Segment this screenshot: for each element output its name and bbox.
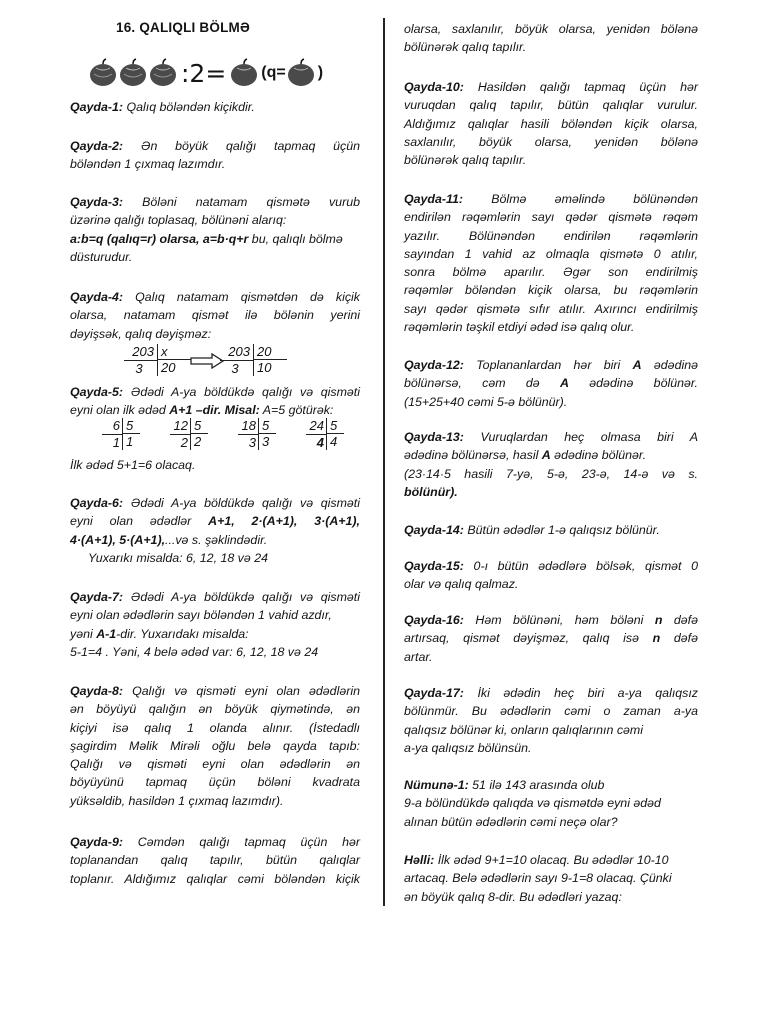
arrow-right-icon xyxy=(190,353,224,369)
rule-label: Qayda-5: xyxy=(70,385,124,399)
rule-text: dəfə xyxy=(660,631,698,646)
rule-text: Böləni natamam qismətə vurub xyxy=(142,195,360,209)
example-label: Misal: xyxy=(224,403,260,418)
division-example xyxy=(170,418,208,450)
formula-text: –dir. xyxy=(192,403,225,418)
dividend: 18 xyxy=(238,418,259,434)
rule-label: Qayda-11: xyxy=(404,192,463,206)
rule-text: yəni xyxy=(70,626,97,641)
quotient: 1 xyxy=(126,434,134,449)
column-divider xyxy=(383,18,385,906)
rule-text: ən böyük qalıq 8-dir. Bu ədədləri yazaq: xyxy=(404,889,622,904)
rule-12 xyxy=(404,356,698,411)
rule-label: Qayda-13: xyxy=(404,430,464,444)
rule-text: Vuruqlardan heç olmasa biri A xyxy=(480,430,698,444)
rule-text: sonra bölmə aparılır. Əgər son endirilmiş xyxy=(404,265,698,280)
formula-text: A xyxy=(560,376,569,391)
rule-1 xyxy=(70,98,360,116)
rule-text: endirilən rəqəmlərin sayı qədər qismətə rəqəm xyxy=(404,210,698,225)
rule-label: Qayda-15: xyxy=(404,559,464,573)
rule-label: Qayda-17: xyxy=(404,686,464,700)
rule-text: 9-a bölündükdə qalıqda və qismətdə eyni ədəd xyxy=(404,796,661,811)
formula-text: 4·(A+1), 5·(A+1), xyxy=(70,532,166,547)
apple-icon xyxy=(286,58,316,88)
close-paren: ) xyxy=(317,64,324,81)
rule-text: saxlanılır, böyük olarsa, yenidən bölənə xyxy=(404,134,698,149)
rule-text: bölünərək qalıq tapılır. xyxy=(404,153,527,168)
rule-8 xyxy=(70,682,360,810)
rule-text: ədədinə bölünərsə, hasil xyxy=(404,448,542,463)
rule-text: Bütün ədədlər 1-ə qalıqsız bölünür. xyxy=(467,523,660,537)
remainder: 3 xyxy=(124,360,158,376)
apple-icon xyxy=(118,58,148,88)
rule-text: olarsa, saxlanılır, böyük olarsa, yenidən bölənə xyxy=(404,22,698,36)
division-sign: :2= xyxy=(181,58,227,88)
solution xyxy=(404,851,698,906)
rule-text: bölünmür. Bu ədədlərin cəmi o zaman a-ya xyxy=(404,704,698,719)
formula-text: A+1 xyxy=(169,403,193,418)
rule-text: Toplananlardan hər biri xyxy=(476,358,633,372)
rule-text: Ən böyük qalığı tapmaq üçün xyxy=(140,139,360,153)
rule-17 xyxy=(404,684,698,757)
rule-5-examples xyxy=(102,418,344,450)
rule-label: Qayda-1: xyxy=(70,100,124,114)
rule-text: Bölmə əməlində bölünəndən xyxy=(491,192,698,206)
division-example xyxy=(306,418,344,450)
rule-text: düsturudur. xyxy=(70,249,133,264)
rule-text: yüksəldib, hasildən 1 çıxmaq lazımdır). xyxy=(70,793,284,808)
quotient: 4 xyxy=(330,434,338,449)
rule-7 xyxy=(70,588,360,661)
dividend: 203 xyxy=(220,344,254,360)
rule-text: Aldığımız qalıqlar hasili böləndən kiçik olarsa, xyxy=(404,116,698,131)
rule-text: İlk ədəd 5+1=6 olacaq. xyxy=(70,458,196,472)
rule-label: Qayda-14: xyxy=(404,523,464,537)
rule-5-conclusion xyxy=(70,456,360,474)
rule-5 xyxy=(70,383,360,420)
rule-label: Qayda-8: xyxy=(70,684,124,698)
solution-label: Həlli: xyxy=(404,853,435,867)
rule-text: böləndən 1 çıxmaq lazımdır. xyxy=(70,157,226,172)
formula-text: n xyxy=(654,613,663,627)
rule-text: bölünür). xyxy=(404,484,458,499)
rule-label: Qayda-7: xyxy=(70,590,124,604)
rule-text: yazılır. Bölünəndən endirilən rəqəmlərin xyxy=(404,228,698,243)
rule-text: Qalığı və qisməti eyni olan ədədlərin ən xyxy=(70,757,360,772)
rule-text: eyni olan ədədlər xyxy=(70,514,209,529)
formula-text: A xyxy=(541,448,551,463)
rule-6 xyxy=(70,494,360,567)
rule-14 xyxy=(404,521,698,539)
formula-text: a=b·q+r xyxy=(202,231,249,246)
rule-text: Qalıq natamam qismətdən də kiçik xyxy=(135,290,360,304)
divisor: 5 xyxy=(191,418,208,434)
rule-text: 0-ı bütün ədədlərə bölsək, qismət 0 xyxy=(473,559,698,573)
formula-text: A-1 xyxy=(96,626,117,641)
rule-text: Ədədi A-ya böldükdə qalığı və qisməti xyxy=(130,590,360,604)
apple-division-illustration xyxy=(88,55,323,91)
division-example xyxy=(102,418,140,450)
quotient: 20 xyxy=(161,360,176,375)
division-example xyxy=(238,418,276,450)
rule-text: Hasildən qalığı tapmaq üçün hər xyxy=(477,80,698,94)
rule-2 xyxy=(70,137,360,174)
dividend: 12 xyxy=(170,418,191,434)
rule-label: Qayda-3: xyxy=(70,195,124,209)
rule-text: ədədinə xyxy=(641,358,698,372)
rule-text: toplanır. Aldığımız qalıqlar cəmi böləndən kiçik xyxy=(70,871,360,886)
divisor: x xyxy=(158,344,191,360)
rule-text: ...və s. şəklindədir. xyxy=(165,532,268,547)
rule-11 xyxy=(404,190,698,336)
rule-16 xyxy=(404,611,698,666)
rule-text: Həm bölünəni, həm böləni xyxy=(475,613,655,627)
formula-text: A+1, 2·(A+1), 3·(A+1), xyxy=(208,514,360,529)
formula-text: n xyxy=(652,631,661,646)
rule-label: Qayda-6: xyxy=(70,496,124,510)
rule-13 xyxy=(404,428,698,501)
rule-label: Qayda-4: xyxy=(70,290,124,304)
rule-text: kiçiyi isə qalıq 1 olanda alınır. (İstedadlı xyxy=(70,720,360,735)
quotient: 10 xyxy=(257,360,272,375)
rule-15 xyxy=(404,557,698,594)
rule-9 xyxy=(70,833,360,888)
rule-3 xyxy=(70,193,360,266)
remainder: 3 xyxy=(238,434,259,450)
rule-text: bölünərək qalıq tapılır. xyxy=(404,40,527,55)
divisor: 5 xyxy=(123,418,140,434)
rule-text: olar və qalıq qalmaz. xyxy=(404,577,519,592)
rule-text: Qalığı və qisməti eyni olan ədədlərin xyxy=(132,684,360,698)
rule-text: Cəmdən qalığı tapmaq üçün hər xyxy=(137,835,360,849)
apple-icon xyxy=(148,58,178,88)
rule-text: sayı qədər qismətə sıfır atılır. Axırıncı endirilmiş xyxy=(404,301,698,316)
formula-text: a:b=q (qalıq=r) olarsa, xyxy=(70,231,203,246)
apple-icon xyxy=(88,58,118,88)
rule-text: olarsa, natamam qismət ilə bölənin yerini xyxy=(70,308,360,323)
quotient: 2 xyxy=(194,434,202,449)
rule-text: eyni olan ilk ədəd xyxy=(70,403,170,418)
division-example-right xyxy=(220,344,287,376)
rule-4 xyxy=(70,288,360,343)
rule-text: artacaq. Belə ədədlərin sayı 9-1=8 olacaq. Çünki xyxy=(404,871,672,886)
remainder: 2 xyxy=(170,434,191,450)
rule-text: rəqəmlər böləndən kiçik olarsa, bu rəqəmlərin xyxy=(404,283,698,298)
rule-text: ədədinə bölünər. xyxy=(568,376,698,391)
rule-text: 5-1=4 . Yəni, 4 belə ədəd var: 6, 12, 18 və 24 xyxy=(70,644,319,659)
rule-label: Qayda-10: xyxy=(404,80,464,94)
rule-label: Qayda-9: xyxy=(70,835,124,849)
rule-text: vuruqdan qalıq tapılır, bütün qalıqlar vurulur. xyxy=(404,98,698,113)
example-label: Nümunə-1: xyxy=(404,778,469,792)
rule-text: üzərinə qalığı toplasaq, bölünəni alarıq: xyxy=(70,213,287,228)
formula-text: A xyxy=(632,358,642,372)
dividend: 6 xyxy=(102,418,123,434)
remainder-label: (q= xyxy=(261,64,286,81)
rule-text: İki ədədin heç biri a-ya qalıqsız xyxy=(477,686,698,700)
rule-text: (23·14·5 hasili 7-yə, 5-ə, 23-ə, 14-ə və s. xyxy=(404,466,698,481)
rule-text: artar. xyxy=(404,649,433,664)
page-title: 16. QALIQLI BÖLMƏ xyxy=(116,20,250,35)
rule-text: artırsaq, qismət dəyişməz, qalıq isə xyxy=(404,631,653,646)
rule-text: böyüyünü tapmaq üçün böləni kvadrata xyxy=(70,775,360,790)
rule-text: a-ya qalıqsız bölünsün. xyxy=(404,740,532,755)
rule-text: Ədədi A-ya böldükdə qalığı və qisməti xyxy=(130,385,360,399)
dividend: 203 xyxy=(124,344,158,360)
rule-text: qalıqsız bölünər ki, onların qalıqlarının cəmi xyxy=(404,722,643,737)
rule-text: 51 ilə 143 arasında olub xyxy=(468,778,605,792)
divisor: 20 xyxy=(254,344,287,360)
rule-text: A=5 götürək: xyxy=(259,403,334,418)
remainder: 3 xyxy=(220,360,254,376)
rule-text: eyni olan ədədlərin sayı böləndən 1 vahid azdır, xyxy=(70,608,332,623)
quotient: 3 xyxy=(262,434,270,449)
rule-text: rəqəmlərin təşkil etdiyi ədəd isə qalıq olur. xyxy=(404,320,635,335)
example-1 xyxy=(404,776,698,831)
dividend: 24 xyxy=(306,418,327,434)
rule-text: Qalıq böləndən kiçikdir. xyxy=(126,100,255,114)
rule-text: ədədinə bölünər. xyxy=(550,448,647,463)
rule-text: Yuxarıkı misalda: 6, 12, 18 və 24 xyxy=(88,550,268,565)
rule-text: ən böyüyü qalığın ən böyük qiymətində, ən xyxy=(70,702,360,717)
rule-text: İlk ədəd 9+1=10 olacaq. Bu ədədlər 10-10 xyxy=(434,853,669,867)
remainder: 1 xyxy=(102,434,123,450)
divisor: 5 xyxy=(327,418,344,434)
division-example-left xyxy=(124,344,191,376)
rule-text: alınan bütün ədədlərin cəmi neçə olar? xyxy=(404,814,618,829)
divisor: 5 xyxy=(259,418,276,434)
rule-label: Qayda-16: xyxy=(404,613,464,627)
remainder: 4 xyxy=(306,434,327,450)
apple-icon xyxy=(229,58,259,88)
rule-text: -dir. Yuxarıdakı misalda: xyxy=(116,626,249,641)
rule-text: bu, qalıqlı bölmə xyxy=(248,231,343,246)
rule-text: şagirdim Məlik Mirəli oğlu belə qayda tapıb: xyxy=(70,738,360,753)
rule-text: bölünərsə, cəm də xyxy=(404,376,560,391)
rule-text: Ədədi A-ya böldükdə qalığı və qisməti xyxy=(130,496,360,510)
rule-text: toplanandan qalıq tapılır, bütün qalıqlar xyxy=(70,853,360,868)
rule-9-continued xyxy=(404,20,698,57)
rule-text: dəfə xyxy=(662,613,698,627)
rule-10 xyxy=(404,78,698,169)
rule-label: Qayda-2: xyxy=(70,139,124,153)
rule-text: (15+25+40 cəmi 5-ə bölünür). xyxy=(404,394,568,409)
rule-text: sayından 1 vahid az olmaqla qismətə 0 atılır, xyxy=(404,246,698,261)
rule-label: Qayda-12: xyxy=(404,358,464,372)
rule-text: dəyişsək, qalıq dəyişməz: xyxy=(70,326,212,341)
